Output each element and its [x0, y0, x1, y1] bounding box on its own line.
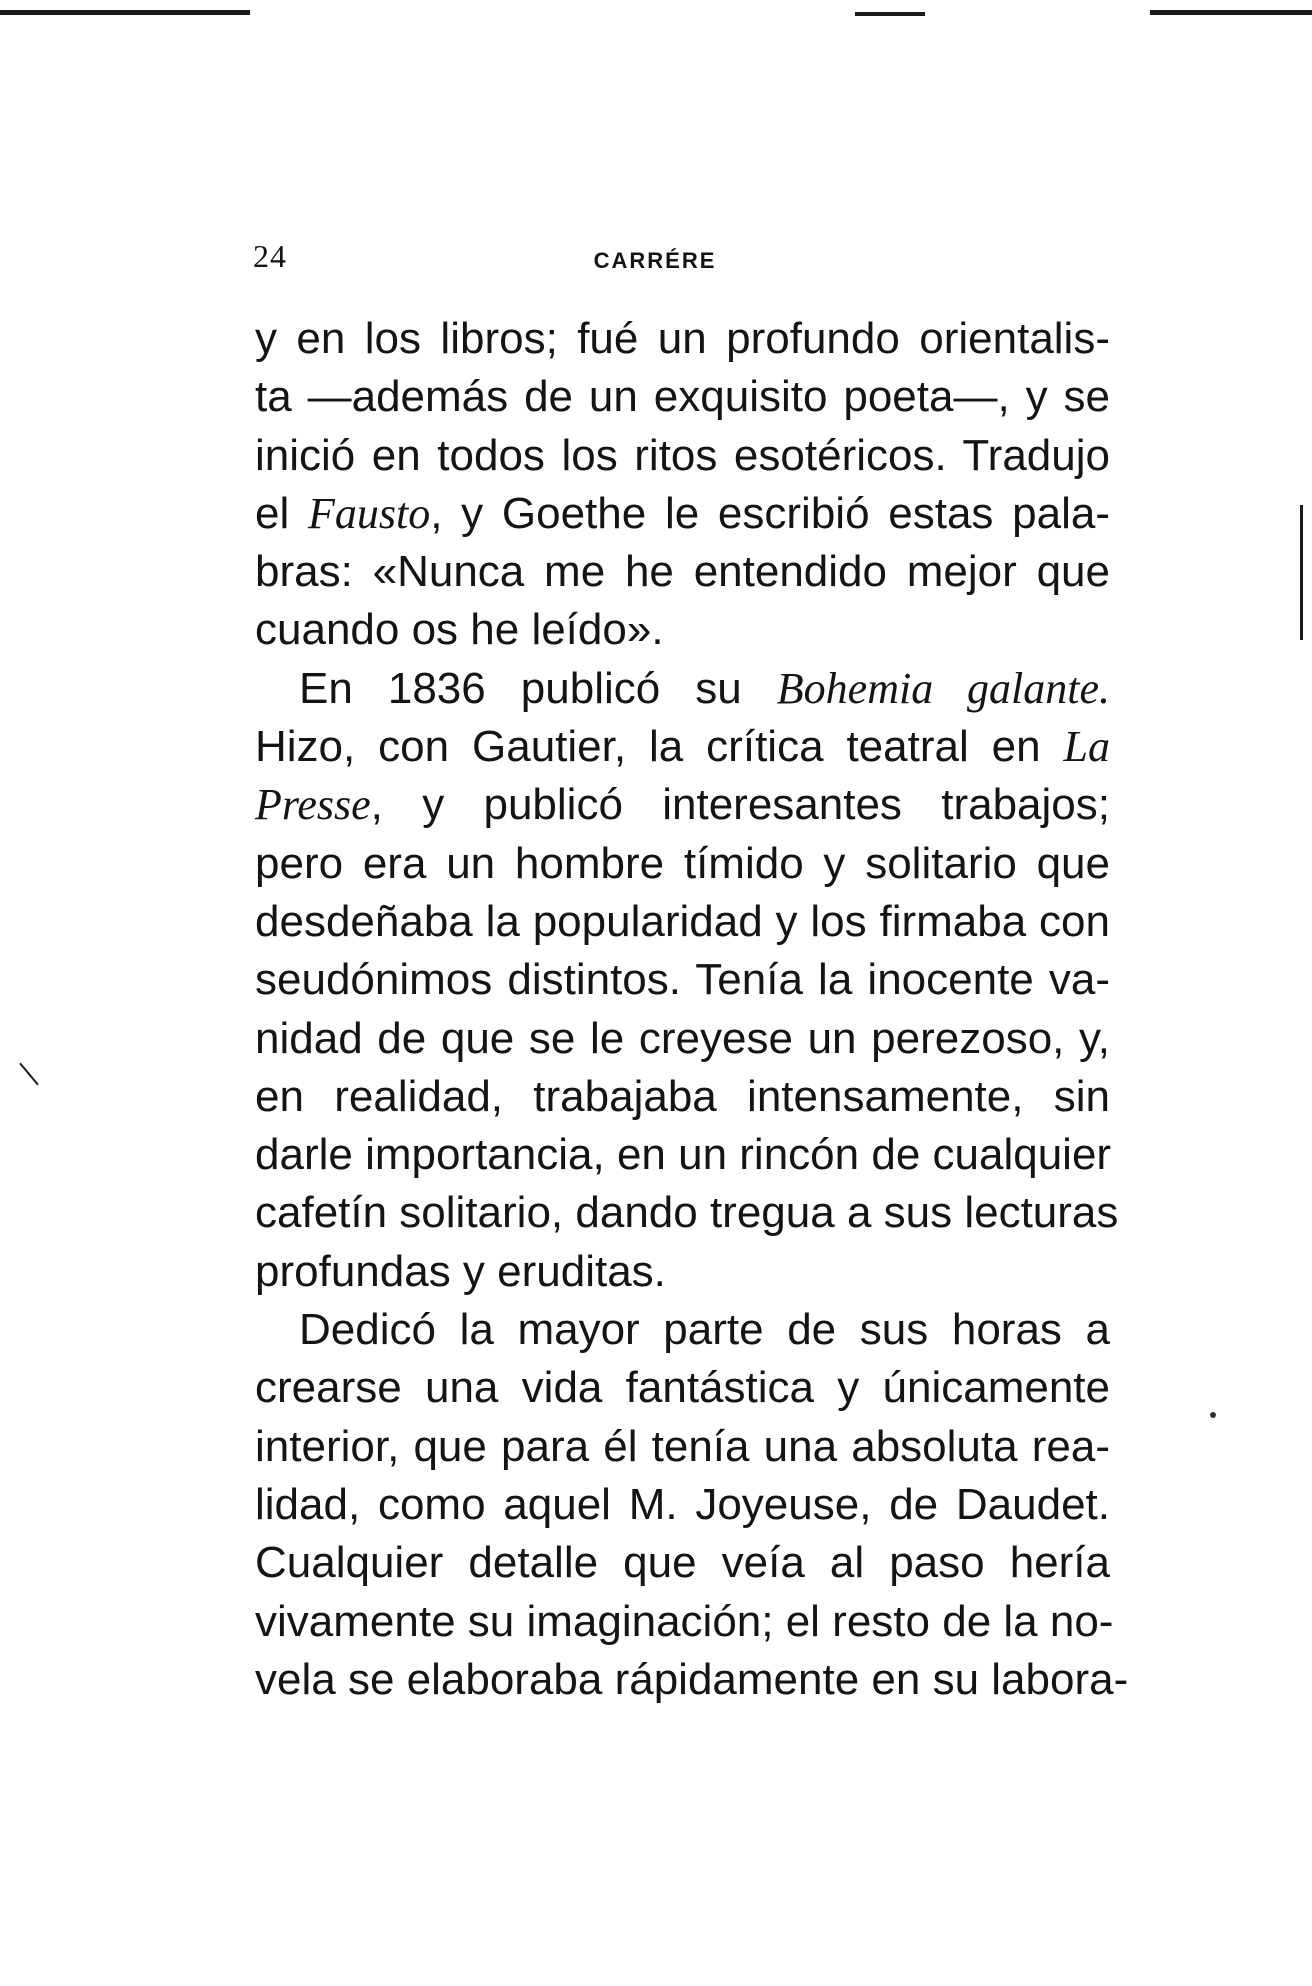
text-segment: lidad, como aquel M. Joyeuse, de Daudet. — [255, 1479, 1110, 1529]
text-segment: crearse una vida fantástica y únicamente — [255, 1363, 1110, 1413]
text-segment: inició en todos los ritos esotéricos. Tradujo — [255, 430, 1110, 480]
text-segment: pero era un hombre tímido y solitario que — [255, 838, 1110, 888]
text-segment: bras: «Nunca me he entendido mejor que — [255, 547, 1110, 597]
text-line — [255, 368, 1110, 426]
text-segment: cafetín solitario, dando tregua a sus lecturas — [255, 1188, 1119, 1238]
text-segment: Hizo, con Gautier, la crítica teatral en — [255, 722, 1064, 772]
scan-edge-top-left — [0, 10, 250, 15]
text-line — [255, 543, 1110, 601]
text-line — [255, 660, 1110, 718]
text-line — [255, 1534, 1110, 1592]
text-line — [255, 485, 1110, 543]
body-text — [255, 310, 1129, 1709]
text-segment: en realidad, trabajaba intensamente, sin — [255, 1071, 1110, 1121]
text-line — [255, 427, 1110, 485]
text-line — [255, 1068, 1110, 1126]
italic-text: Bohemia galante. — [776, 663, 1110, 713]
text-line — [255, 1593, 1114, 1651]
text-segment: profundas y eruditas. — [255, 1246, 666, 1296]
text-segment: Dedicó la mayor parte de sus horas a — [299, 1305, 1110, 1355]
text-segment: En 1836 publicó su — [299, 663, 777, 713]
text-segment: interior, que para él tenía una absoluta rea- — [255, 1421, 1110, 1471]
running-head: CARRÉRE — [593, 248, 717, 273]
page-number: 24 — [253, 238, 287, 274]
text-segment: vela se elaboraba rápidamente en su labora- — [255, 1654, 1129, 1704]
text-line — [255, 1010, 1110, 1068]
text-segment: seudónimos distintos. Tenía la inocente va- — [255, 955, 1110, 1005]
text-line — [255, 1243, 1110, 1301]
italic-text: Presse — [255, 780, 371, 830]
text-line — [255, 893, 1110, 951]
text-segment: darle importancia, en un rincón de cualquier — [255, 1130, 1112, 1180]
text-line — [255, 310, 1110, 368]
scan-mark-right — [1300, 505, 1303, 640]
text-line — [255, 1359, 1110, 1417]
page-header — [253, 238, 1113, 278]
text-line — [255, 776, 1110, 834]
text-segment: nidad de que se le creyese un perezoso, y, — [255, 1013, 1110, 1063]
text-segment: desdeñaba la popularidad y los firmaba con — [255, 896, 1110, 946]
text-line — [255, 951, 1110, 1009]
text-segment: el — [255, 488, 308, 538]
text-line — [255, 718, 1110, 776]
text-line — [255, 1301, 1110, 1359]
text-segment: cuando os he leído». — [255, 605, 664, 655]
scan-edge-top-right — [1150, 10, 1312, 15]
scan-edge-top-center — [855, 12, 925, 16]
text-segment: y en los libros; fué un profundo orientalis- — [255, 314, 1110, 363]
text-line — [255, 1184, 1119, 1242]
text-line — [255, 1651, 1129, 1709]
text-segment: vivamente su imaginación; el resto de la no- — [255, 1596, 1114, 1646]
scan-speck — [1210, 1412, 1216, 1418]
text-line — [255, 1126, 1110, 1184]
scan-mark-left — [19, 1063, 39, 1086]
text-segment: Cualquier detalle que veía al paso hería — [255, 1538, 1110, 1588]
text-segment: , y publicó interesantes trabajos; — [370, 780, 1110, 830]
text-segment: ta —además de un exquisito poeta—, y se — [255, 372, 1110, 422]
text-segment: , y Goethe le escribió estas pala- — [430, 488, 1110, 538]
text-line — [255, 601, 1110, 659]
text-line — [255, 1476, 1110, 1534]
italic-text: Fausto — [307, 488, 431, 538]
text-line — [255, 835, 1110, 893]
text-line — [255, 1418, 1110, 1476]
italic-text: La — [1063, 722, 1110, 772]
